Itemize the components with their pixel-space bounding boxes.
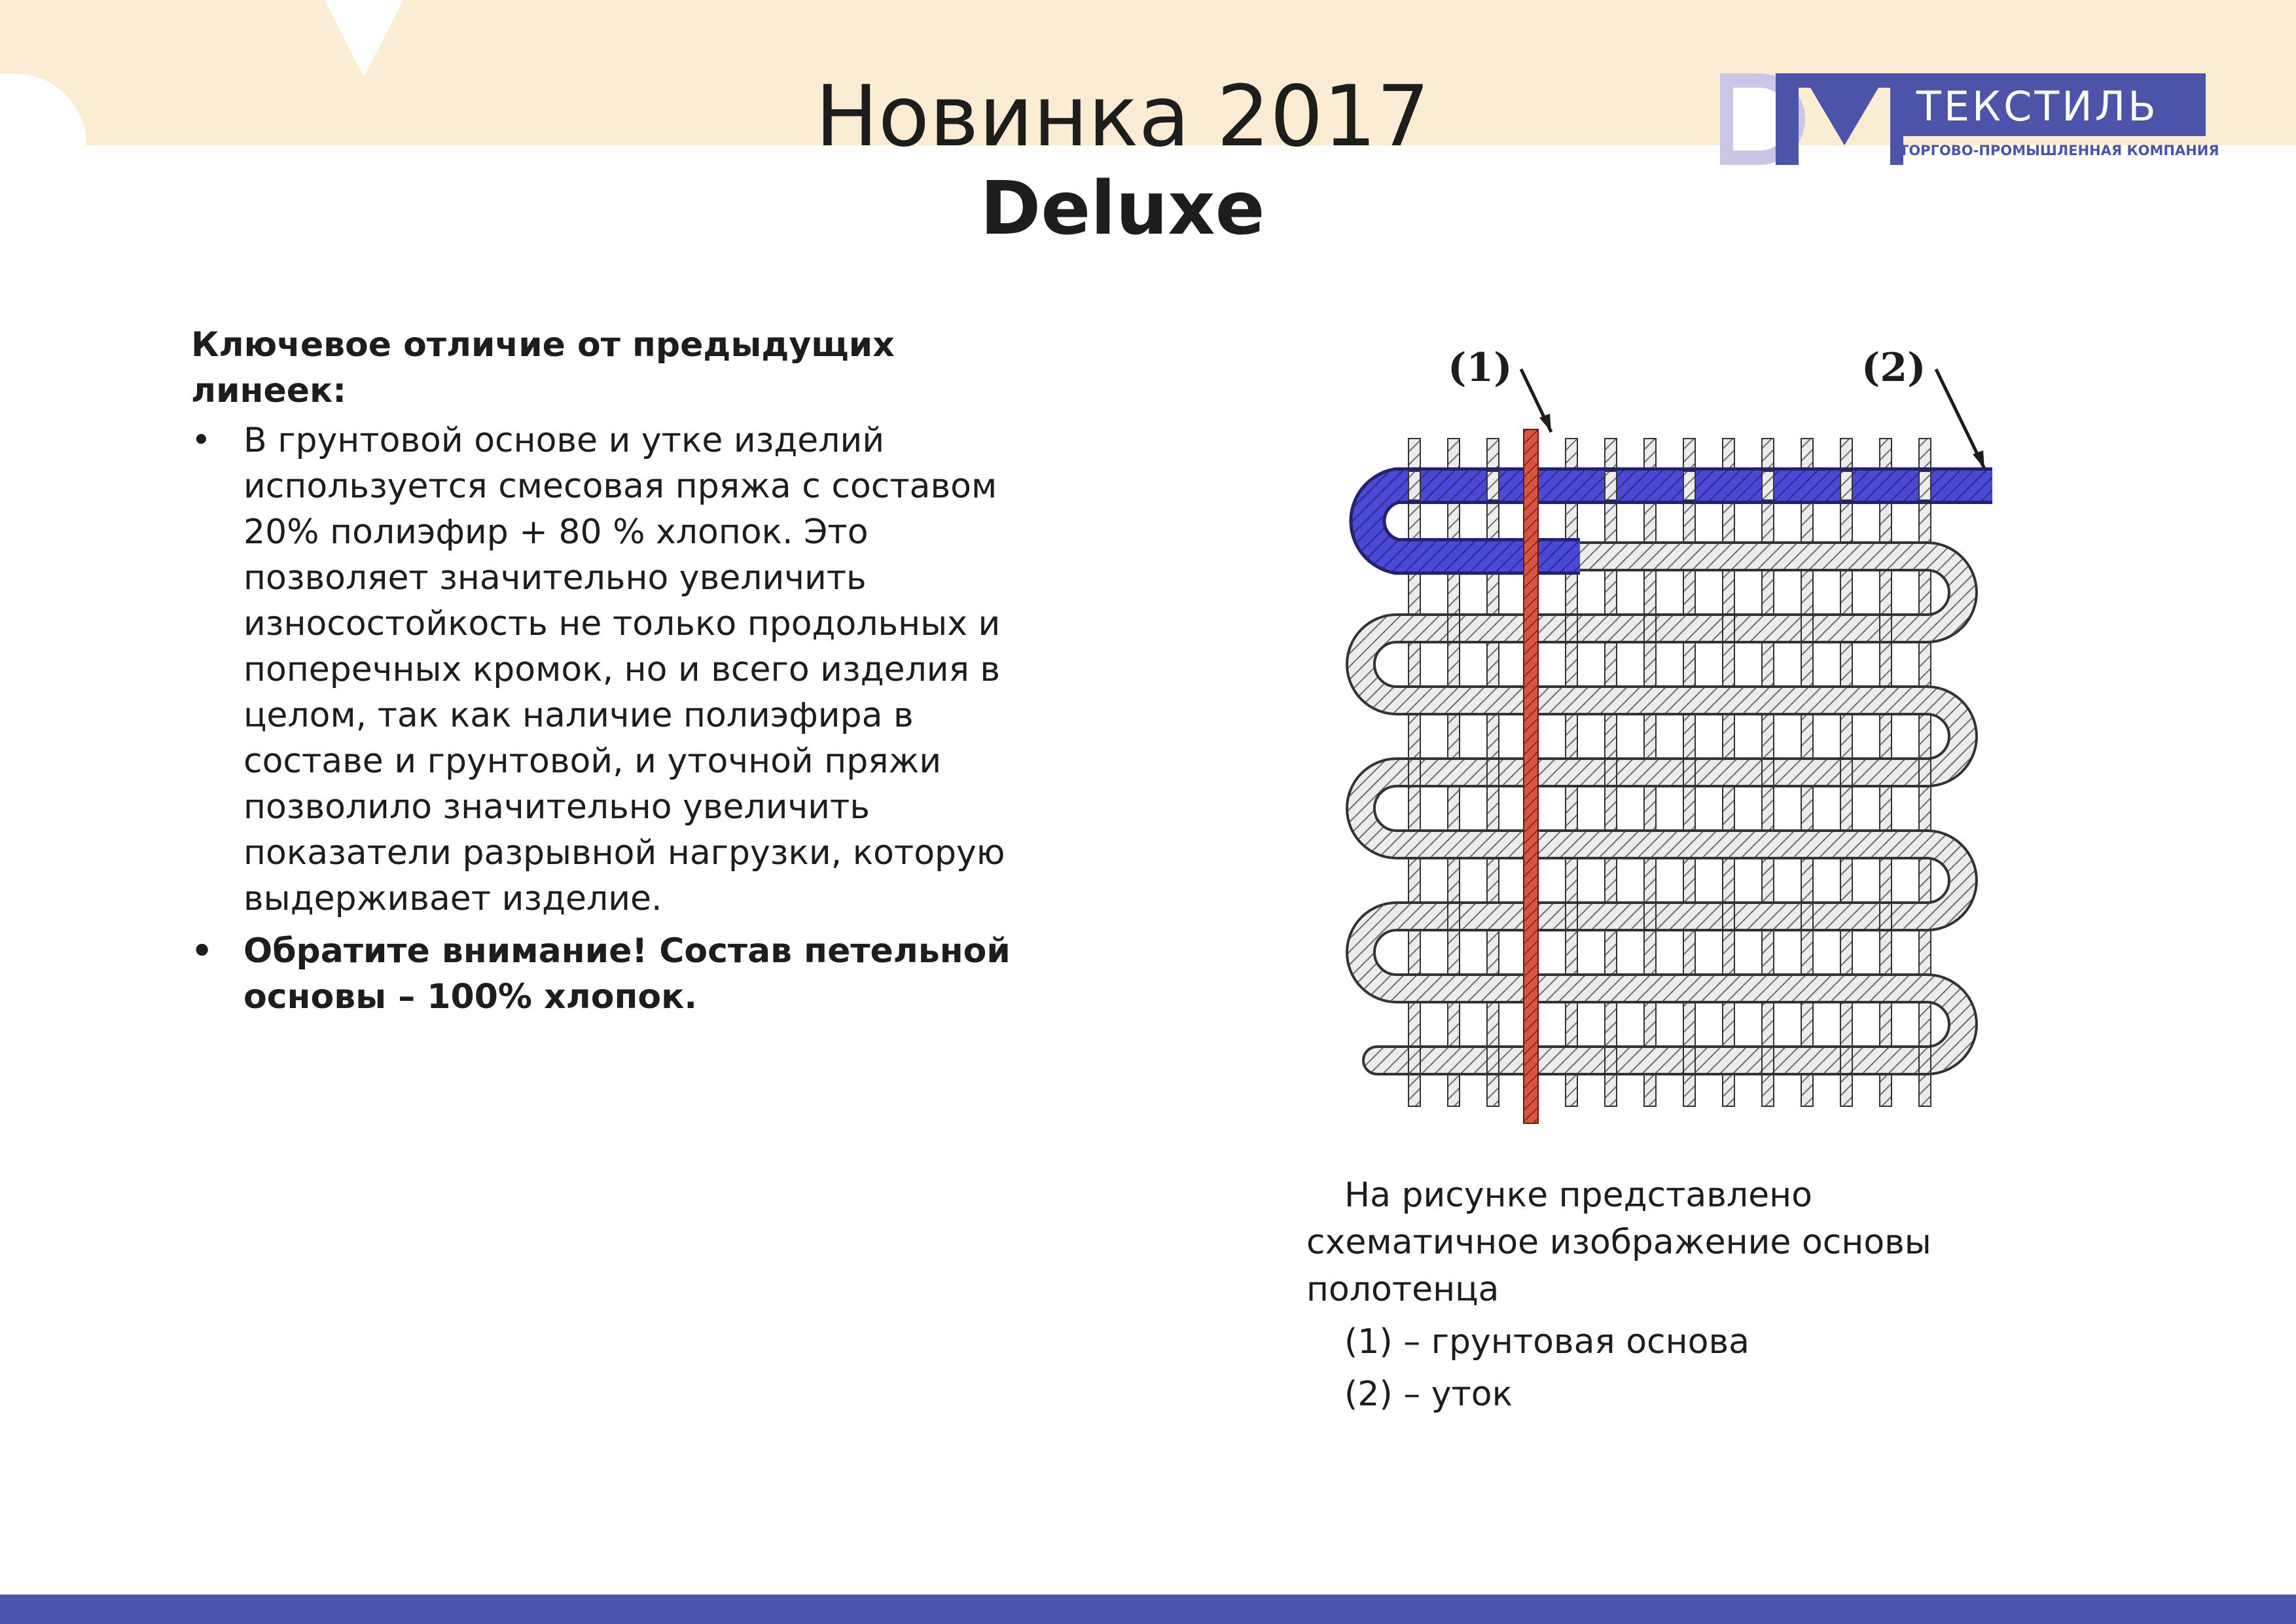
bullet-text: В грунтовой основе и утке изделий используется смесовая пряжа с составом 20% полиэфир + 80 % хлопок. Это позволяет значительно увеличить износостойкость не только продольных и поперечных кромок, но и всего изделия в целом, так как наличие полиэфира в составе и грунтовой, и уточной пряжи позволило значительно увеличить показатели разрывной нагрузки, которую выдерживает изделие. — [243, 421, 1005, 918]
arrow-head-ground-warp — [1539, 414, 1551, 432]
list-item — [191, 928, 1055, 1020]
section-heading: Ключевое отличие от предыдущих линеек: — [191, 325, 895, 410]
key-difference-section — [191, 322, 1055, 1020]
caption-text: На рисунке представлено схематичное изображение основы полотенца — [1306, 1176, 1931, 1309]
dm-logo-mark — [1713, 73, 1903, 165]
caption-legend-2: (2) – уток — [1344, 1375, 1513, 1414]
header-notch-decoration — [325, 0, 403, 77]
ground-warp-highlight-red — [1524, 429, 1538, 1123]
towel-weave-diagram — [1338, 340, 1999, 1146]
bullet-text: Обратите внимание! Состав петельной основы – 100% хлопок. — [243, 931, 1011, 1017]
page-subtitle: Deluxe — [980, 166, 1265, 251]
footer-bar — [0, 1595, 2296, 1624]
company-logo — [1713, 73, 2219, 170]
logo-name: ТЕКСТИЛЬ — [1916, 82, 2159, 130]
page-title: Новинка 2017 — [815, 68, 1430, 166]
figure-caption — [1306, 1172, 2026, 1418]
bullet-marker: • — [191, 421, 211, 460]
arrow-head-weft — [1973, 450, 1984, 469]
caption-legend-1: (1) – грунтовая основа — [1344, 1322, 1749, 1362]
label-ground-warp: (1) — [1448, 345, 1513, 391]
label-weft: (2) — [1861, 345, 1926, 391]
list-item — [191, 418, 1055, 922]
logo-subtitle: ТОРГОВО-ПРОМЫШЛЕННАЯ КОМПАНИЯ — [1899, 143, 2219, 158]
bullet-marker: • — [191, 931, 213, 971]
